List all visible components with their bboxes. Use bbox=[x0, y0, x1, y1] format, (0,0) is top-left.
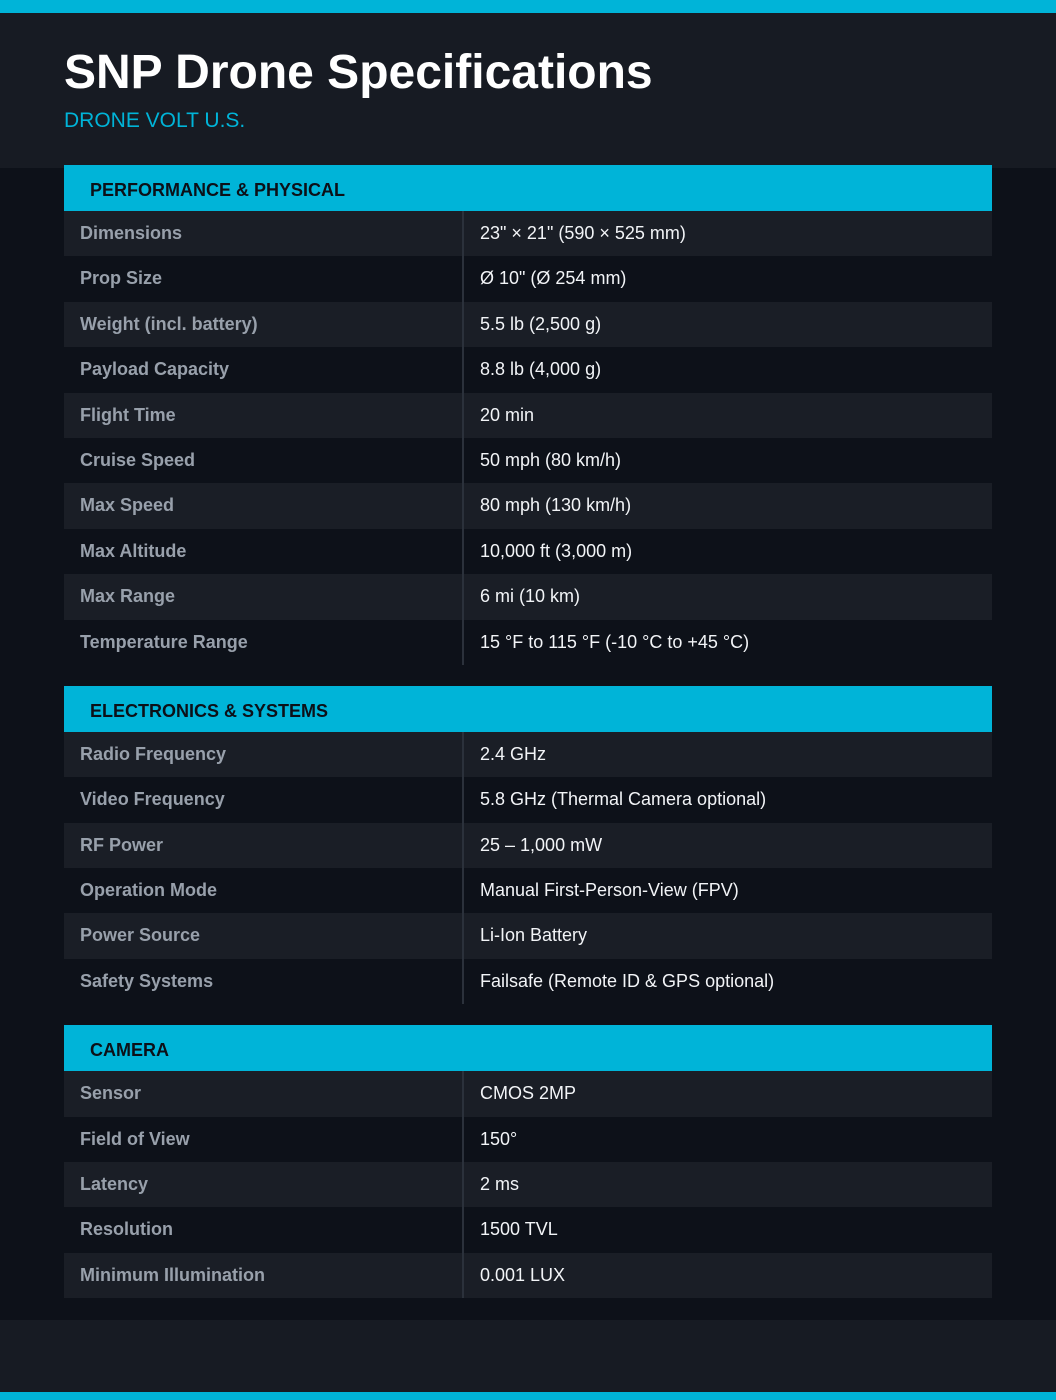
spec-section bbox=[64, 686, 992, 1004]
spec-label: Sensor bbox=[64, 1071, 464, 1116]
spec-label: Temperature Range bbox=[64, 620, 464, 665]
spec-value: 25 – 1,000 mW bbox=[480, 834, 603, 855]
page-header bbox=[0, 13, 1056, 168]
spec-row bbox=[64, 777, 992, 822]
spec-value: 23" × 21" (590 × 525 mm) bbox=[480, 223, 686, 243]
spec-row bbox=[64, 1162, 992, 1207]
spec-value: 1500 TVL bbox=[480, 1219, 558, 1240]
spec-row bbox=[64, 483, 992, 528]
spec-sections bbox=[64, 165, 992, 1319]
spec-row bbox=[64, 868, 992, 913]
spec-label: Cruise Speed bbox=[64, 438, 464, 483]
spec-label: Radio Frequency bbox=[64, 732, 464, 777]
spec-value: Li-Ion Battery bbox=[480, 925, 588, 946]
spec-row bbox=[64, 732, 992, 777]
spec-label: Max Altitude bbox=[64, 529, 464, 574]
spec-value: 150° bbox=[480, 1128, 518, 1149]
spec-row bbox=[64, 574, 992, 619]
spec-value: 20 min bbox=[480, 404, 535, 425]
spec-label: Resolution bbox=[64, 1207, 464, 1252]
spec-value: 5.8 GHz (Thermal Camera optional) bbox=[480, 789, 767, 810]
spec-section bbox=[64, 1025, 992, 1298]
spec-row bbox=[64, 256, 992, 301]
spec-label: Power Source bbox=[64, 913, 464, 958]
section-header: CAMERA bbox=[64, 1025, 992, 1071]
spec-value: Failsafe (Remote ID & GPS optional) bbox=[480, 970, 775, 991]
spec-label: Max Speed bbox=[64, 483, 464, 528]
spec-label: Payload Capacity bbox=[64, 347, 464, 392]
spec-row bbox=[64, 620, 992, 665]
spec-value: Manual First-Person-View (FPV) bbox=[480, 880, 739, 901]
spec-label: Field of View bbox=[64, 1117, 464, 1162]
spec-row bbox=[64, 1117, 992, 1162]
company-name: DRONE VOLT U.S. bbox=[64, 109, 246, 132]
spec-value: 0.001 LUX bbox=[480, 1264, 566, 1285]
spec-row bbox=[64, 913, 992, 958]
spec-label: Safety Systems bbox=[64, 959, 464, 1004]
spec-value: 6 mi (10 km) bbox=[480, 586, 581, 607]
spec-label: Latency bbox=[64, 1162, 464, 1207]
section-header: ELECTRONICS & SYSTEMS bbox=[64, 686, 992, 732]
spec-row bbox=[64, 823, 992, 868]
spec-row bbox=[64, 1207, 992, 1252]
spec-row bbox=[64, 302, 992, 347]
spec-label: Dimensions bbox=[64, 211, 464, 256]
spec-label: RF Power bbox=[64, 823, 464, 868]
spec-value: 5.5 lb (2,500 g) bbox=[480, 313, 602, 334]
spec-row bbox=[64, 347, 992, 392]
spec-value: Ø 10" (Ø 254 mm) bbox=[480, 268, 627, 289]
spec-value: 2.4 GHz bbox=[480, 743, 547, 764]
spec-label: Minimum Illumination bbox=[64, 1253, 464, 1298]
spec-value: CMOS 2MP bbox=[480, 1083, 577, 1104]
spec-row bbox=[64, 393, 992, 438]
spec-label: Video Frequency bbox=[64, 777, 464, 822]
spec-row bbox=[64, 959, 992, 1004]
page-footer bbox=[0, 1320, 1056, 1392]
spec-value: 10,000 ft (3,000 m) bbox=[480, 540, 633, 561]
spec-label: Prop Size bbox=[64, 256, 464, 301]
page-title: SNP Drone Specifications bbox=[64, 46, 653, 99]
spec-row bbox=[64, 1253, 992, 1298]
spec-row bbox=[64, 1071, 992, 1116]
spec-row bbox=[64, 529, 992, 574]
spec-label: Operation Mode bbox=[64, 868, 464, 913]
spec-value: 50 mph (80 km/h) bbox=[480, 449, 622, 470]
top-accent-bar bbox=[0, 0, 1056, 13]
section-header: PERFORMANCE & PHYSICAL bbox=[64, 165, 992, 211]
spec-value: 15 °F to 115 °F (-10 °C to +45 °C) bbox=[480, 631, 750, 652]
spec-value: 2 ms bbox=[480, 1174, 520, 1195]
spec-label: Flight Time bbox=[64, 393, 464, 438]
spec-section bbox=[64, 165, 992, 665]
bottom-accent-bar bbox=[0, 1392, 1056, 1400]
spec-value: 80 mph (130 km/h) bbox=[480, 495, 632, 516]
spec-label: Weight (incl. battery) bbox=[64, 302, 464, 347]
spec-value: 8.8 lb (4,000 g) bbox=[480, 359, 602, 380]
spec-row bbox=[64, 211, 992, 256]
spec-row bbox=[64, 438, 992, 483]
spec-label: Max Range bbox=[64, 574, 464, 619]
